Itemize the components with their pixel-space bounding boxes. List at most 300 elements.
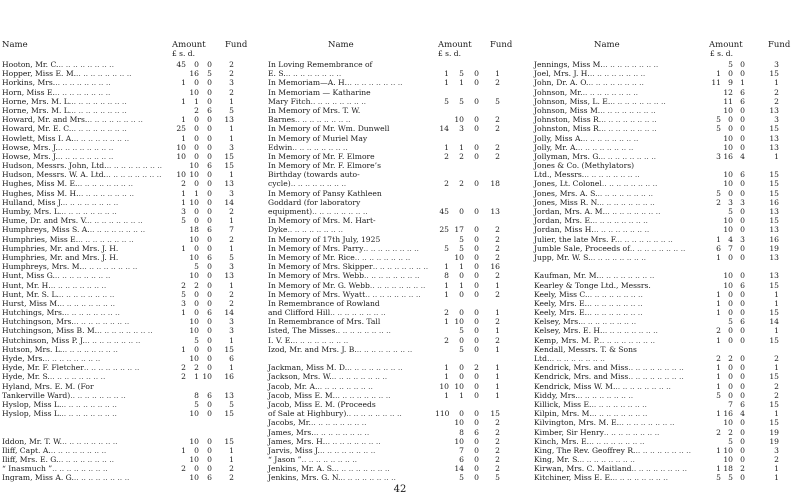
shillings-value: 10 (189, 354, 199, 363)
leader-dots: .. .. .. .. .. .. .. .. (599, 197, 655, 207)
pence-value: 0 (207, 335, 212, 345)
list-item (268, 345, 526, 354)
pounds-value: 1 (181, 197, 186, 207)
list-item (2, 317, 258, 326)
list-item (534, 326, 798, 335)
list-item (534, 308, 798, 317)
pence-value: 0 (474, 308, 479, 318)
fund-value: 16 (769, 197, 779, 207)
shillings-value: 10 (189, 436, 199, 446)
shillings-value: 0 (728, 252, 733, 262)
leader-dots: .. .. .. .. .. .. .. .. (604, 207, 661, 216)
shillings-value: 0 (194, 216, 199, 226)
leader-dots: .. .. .. .. .. .. .. .. (87, 115, 143, 125)
fund-value: 6 (229, 354, 234, 363)
pence-value: 0 (474, 252, 479, 262)
fund-value: 2 (495, 427, 500, 437)
donor-name: Kearley & Tonge Ltd., Messrs. (534, 280, 651, 290)
list-item (534, 271, 798, 280)
pence-value: 6 (207, 308, 212, 318)
pence-value: 6 (740, 170, 745, 180)
donor-name: Johnston, Miss R. .. .. .. .. .. .. .. .. (534, 124, 657, 134)
shillings-value: 5 (728, 60, 733, 69)
donor-name: Julier, the late Mrs. F. .. .. .. .. .. .. .. .. (534, 234, 673, 244)
leader-dots: .. .. .. .. .. .. .. .. (44, 354, 101, 363)
currency-label: £ s. d. (438, 49, 461, 58)
list-item (268, 299, 526, 308)
donor-name: In Remembrance of Rowland (268, 298, 380, 308)
fund-value: 1 (229, 133, 234, 143)
shillings-value: 5 (728, 473, 733, 483)
pence-value: 0 (207, 151, 212, 161)
shillings-value: 5 (194, 335, 199, 345)
fund-value: 2 (495, 252, 500, 262)
donor-name: In Memory of Pansy Kathleen (268, 188, 382, 198)
leader-dots: .. .. .. .. .. .. .. .. (635, 445, 691, 455)
donor-name: Birthday (towards auto- (268, 170, 360, 180)
list-item (268, 60, 526, 69)
fund-value: 19 (769, 427, 779, 437)
leader-dots: .. .. .. .. .. .. .. .. (587, 308, 643, 318)
leader-dots: .. .. .. .. .. .. .. .. (619, 418, 675, 428)
leader-dots: .. .. .. .. .. .. .. .. (105, 170, 162, 180)
pounds-value: 3 (181, 207, 186, 216)
donor-name: Howlett, Miss I. A. .. .. .. .. .. .. .. .. (2, 133, 130, 143)
pounds-value: 1 (716, 409, 721, 419)
shillings-value: 16 (723, 151, 733, 161)
pounds-value: 6 (716, 243, 721, 253)
list-item (534, 336, 798, 345)
fund-value: 19 (769, 243, 779, 253)
fund-value: 15 (769, 399, 779, 409)
pence-value: 0 (207, 234, 212, 244)
shillings-value: 6 (459, 455, 464, 465)
entry-list (2, 60, 258, 483)
list-item (2, 473, 258, 482)
pence-value: 0 (474, 317, 479, 327)
list-item (268, 354, 526, 363)
pounds-value: 110 (435, 409, 450, 419)
fund-value: 16 (769, 234, 779, 244)
list-item (268, 88, 526, 97)
fund-value: 2 (774, 455, 779, 465)
shillings-value: 5 (459, 326, 464, 336)
list-item (268, 437, 526, 446)
pence-value: 6 (740, 87, 745, 97)
column-header (2, 36, 258, 52)
leader-dots: .. .. .. .. .. .. .. .. (61, 207, 117, 216)
shillings-value: 17 (454, 225, 464, 235)
shillings-value: 0 (194, 179, 199, 189)
pence-value: 0 (474, 455, 479, 465)
list-item (534, 198, 798, 207)
leader-dots: .. .. .. .. .. .. .. .. (364, 271, 420, 281)
donor-name: Kimber, Sir Henry .. .. .. .. .. .. .. .. (534, 427, 660, 437)
fund-value: 2 (774, 87, 779, 97)
leader-dots: .. .. .. .. .. .. .. .. (325, 436, 381, 446)
donor-name: Humby, Mrs. L. .. .. .. .. .. .. .. .. (2, 207, 117, 216)
header-amount: Amount (172, 40, 206, 50)
donor-name: Hyslop, Miss L. .. .. .. .. .. .. .. .. (2, 409, 117, 419)
pounds-value: 10 (176, 151, 186, 161)
pounds-value: 2 (181, 280, 186, 290)
leader-dots: .. .. .. .. .. .. .. .. (347, 363, 403, 373)
pounds-value: 1 (444, 289, 449, 299)
pence-value: 0 (207, 60, 212, 69)
pence-value: 0 (474, 418, 479, 428)
donor-name: Kendall, Messrs. T. & Sons (534, 344, 637, 354)
list-item (2, 464, 258, 473)
shillings-value: 0 (459, 409, 464, 419)
pence-value: 0 (474, 262, 479, 272)
pounds-value: 5 (181, 216, 186, 226)
leader-dots: .. .. .. .. .. .. .. .. (602, 326, 658, 336)
donor-name: cycle) .. .. .. .. .. .. .. .. (268, 179, 347, 189)
pounds-value: 1 (716, 308, 721, 318)
leader-dots: .. .. .. .. .. .. .. .. (591, 409, 648, 419)
shillings-value: 0 (459, 289, 464, 299)
list-item (534, 455, 798, 464)
fund-value: 5 (229, 399, 234, 409)
pounds-value: 1 (444, 280, 449, 290)
shillings-value: 10 (454, 381, 464, 391)
fund-value: 1 (774, 464, 779, 474)
list-item (534, 235, 798, 244)
leader-dots: .. .. .. .. .. .. .. .. (78, 188, 135, 198)
list-item (2, 134, 258, 143)
leader-dots: .. .. .. .. .. .. .. .. (597, 188, 654, 198)
fund-value: 1 (229, 216, 234, 226)
fund-value: 3 (229, 317, 234, 327)
pence-value: 0 (740, 115, 745, 125)
shillings-value: 1 (459, 78, 464, 88)
shillings-value: 3 (459, 124, 464, 134)
donor-name: Iddon, Mr. T. W. .. .. .. .. .. .. .. .. (2, 436, 118, 446)
leader-dots: .. .. .. .. .. .. .. .. (631, 464, 687, 474)
donor-name: Humphries, Mr. and Mrs. J. H. (2, 243, 119, 253)
fund-value: 15 (769, 124, 779, 134)
pence-value: 0 (207, 326, 212, 336)
fund-value: 16 (224, 372, 234, 382)
list-item (268, 262, 526, 271)
pence-value: 6 (740, 280, 745, 290)
list-item (2, 437, 258, 446)
pounds-value: 1 (444, 69, 449, 79)
leader-dots: .. .. .. .. .. .. .. .. (61, 409, 117, 419)
donor-name: Kilpin, Mrs. M. .. .. .. .. .. .. .. .. (534, 409, 648, 419)
donor-name: John, Dr. A. O. .. .. .. .. .. .. .. .. (534, 78, 644, 88)
leader-dots: .. .. .. .. .. .. .. .. (549, 354, 605, 363)
donor-name: Jacob, Mr. A. .. .. .. .. .. .. .. .. (268, 381, 373, 391)
fund-value: 1 (495, 344, 500, 354)
leader-dots: .. .. .. .. .. .. .. .. (50, 280, 107, 290)
leader-dots: .. .. .. .. .. .. .. .. (628, 363, 684, 373)
pence-value: 0 (474, 96, 479, 106)
fund-value: 15 (769, 69, 779, 79)
pence-value: 0 (207, 262, 212, 272)
shillings-value: 5 (459, 344, 464, 354)
pence-value: 6 (207, 225, 212, 235)
list-item (534, 363, 798, 372)
shillings-value: 10 (189, 455, 199, 465)
donor-name: Goddard (for laboratory (268, 197, 361, 207)
list-item (534, 134, 798, 143)
fund-value: 1 (229, 280, 234, 290)
list-item (2, 69, 258, 78)
leader-dots: .. .. .. .. .. .. .. .. (317, 381, 373, 391)
list-item (534, 170, 798, 179)
list-item (268, 152, 526, 161)
header-name: Name (2, 40, 28, 50)
pence-value: 0 (207, 354, 212, 363)
list-item (2, 88, 258, 97)
list-item (2, 60, 258, 69)
pounds-value: 45 (176, 60, 186, 69)
pence-value: 0 (474, 142, 479, 152)
pence-value: 6 (740, 96, 745, 106)
pence-value: 0 (740, 390, 745, 400)
shillings-value: 5 (194, 262, 199, 272)
donor-name: Killick, Miss E. .. .. .. .. .. .. .. .. (534, 399, 647, 409)
pence-value: 0 (474, 243, 479, 253)
donor-name: In Memory of 17th July, 1925 (268, 234, 381, 244)
list-item (534, 115, 798, 124)
header-fund: Fund (490, 40, 513, 50)
leader-dots: .. .. .. .. .. .. .. .. (106, 161, 163, 171)
list-item (268, 464, 526, 473)
column-header (268, 36, 526, 52)
donor-name: In Memoriam — Katharine (268, 87, 371, 97)
donor-name: Jacob, Miss E. M. .. .. .. .. .. .. .. .. (268, 390, 391, 400)
leader-dots: .. .. .. .. .. .. .. .. (600, 151, 657, 161)
list-item (268, 207, 526, 216)
fund-value: 1 (774, 151, 779, 161)
pence-value: 0 (740, 427, 745, 437)
donor-name: Johnson, Miss, L. E. .. .. .. .. .. .. .. .. (534, 96, 666, 106)
shillings-value: 10 (189, 326, 199, 336)
pence-value: 0 (207, 243, 212, 253)
donor-name: Kemp, Mrs. M. P. .. .. .. .. .. .. .. .. (534, 335, 656, 345)
leader-dots: .. .. .. .. .. .. .. .. (61, 399, 117, 409)
leader-dots: .. .. .. .. .. .. .. .. (81, 262, 138, 272)
leader-dots: .. .. .. .. .. .. .. .. (369, 280, 426, 290)
pence-value: 0 (207, 207, 212, 216)
donor-name: Johnson, Mr. .. .. .. .. .. .. .. .. (534, 87, 639, 97)
shillings-value: 10 (189, 473, 199, 483)
pence-value: 0 (207, 317, 212, 327)
donor-name: Johnson, Miss M. .. .. .. .. .. .. .. .. (534, 105, 656, 115)
pounds-value: 1 (716, 335, 721, 345)
donor-name: Howse, Mrs. J. .. .. .. .. .. .. .. .. (2, 151, 114, 161)
list-item (2, 428, 258, 437)
list-item (268, 455, 526, 464)
leader-dots: .. .. .. .. .. .. .. .. (62, 344, 118, 354)
list-item (2, 189, 258, 198)
list-item (268, 106, 526, 115)
donor-name: King, Mr. S. .. .. .. .. .. .. .. .. (534, 455, 635, 465)
leader-dots: .. .. .. .. .. .. .. .. (579, 455, 635, 465)
list-item (2, 207, 258, 216)
pence-value: 0 (474, 464, 479, 474)
fund-value: 13 (769, 105, 779, 115)
pounds-value: 45 (439, 207, 449, 216)
list-item (2, 455, 258, 464)
fund-value: 2 (495, 445, 500, 455)
fund-value: 2 (495, 289, 500, 299)
list-item (268, 124, 526, 133)
pence-value: 0 (207, 133, 212, 143)
pounds-value: 1 (181, 78, 186, 88)
leader-dots: .. .. .. .. .. .. .. .. (372, 262, 429, 272)
list-item (2, 326, 258, 335)
pence-value: 0 (740, 188, 745, 198)
header-fund: Fund (768, 40, 791, 50)
pence-value: 0 (740, 363, 745, 373)
pounds-value: 1 (716, 464, 721, 474)
pence-value: 10 (202, 372, 212, 382)
fund-value: 1 (495, 308, 500, 318)
fund-value: 7 (229, 225, 234, 235)
shillings-value: 0 (194, 60, 199, 69)
leader-dots: .. .. .. .. .. .. .. .. (78, 234, 134, 244)
pounds-value: 1 (444, 363, 449, 373)
donor-name: In Memoriam—A. H. .. .. .. .. .. .. .. .. (268, 78, 403, 88)
pounds-value: 1 (181, 445, 186, 455)
list-item (534, 446, 798, 455)
leader-dots: .. .. .. .. .. .. .. .. (629, 243, 686, 253)
shillings-value: 0 (728, 390, 733, 400)
fund-value: 3 (229, 262, 234, 272)
leader-dots: .. .. .. .. .. .. .. .. (313, 427, 370, 437)
fund-value: 3 (774, 445, 779, 455)
leader-dots: .. .. .. .. .. .. .. .. (49, 372, 106, 382)
shillings-value: 0 (194, 298, 199, 308)
leader-dots: .. .. .. .. .. .. .. .. (603, 427, 660, 437)
donor-name: Howard, Mr. E. C. .. .. .. .. .. .. .. .. (2, 124, 127, 134)
list-item (534, 354, 798, 363)
donor-name: Kitchiner, Miss E. E. .. .. .. .. .. .. .. .. (534, 473, 669, 483)
leader-dots: .. .. .. .. .. .. .. .. (83, 363, 140, 373)
fund-value: 15 (490, 409, 500, 419)
shillings-value: 7 (728, 243, 733, 253)
donor-name: Keely, Mrs. E. .. .. .. .. .. .. .. .. (534, 298, 643, 308)
pence-value: 4 (740, 151, 745, 161)
list-item (2, 161, 258, 170)
pounds-value: 1 (181, 133, 186, 143)
list-item (534, 317, 798, 326)
pence-value: 0 (474, 390, 479, 400)
list-item (534, 143, 798, 152)
leader-dots: .. .. .. .. .. .. .. .. (356, 344, 413, 354)
fund-value: 15 (769, 308, 779, 318)
shillings-value: 10 (723, 179, 733, 189)
pence-value: 6 (207, 390, 212, 400)
fund-value: 15 (769, 372, 779, 382)
list-item (268, 271, 526, 280)
pounds-value: 3 (716, 151, 721, 161)
pence-value: 0 (740, 69, 745, 79)
header-name: Name (328, 40, 354, 50)
leader-dots: .. .. .. .. .. .. .. .. (601, 179, 658, 189)
donor-name: I. V. E. .. .. .. .. .. .. .. .. (268, 335, 349, 345)
donor-name: Jarvis, Miss J. .. .. .. .. .. .. .. .. (268, 445, 376, 455)
leader-dots: .. .. .. .. .. .. .. .. (601, 115, 657, 125)
donor-name: Jones & Co. (Methylators) (534, 161, 635, 171)
donor-name: Jackson, Mrs. W. .. .. .. .. .. .. .. .. (268, 372, 388, 382)
leader-dots: .. .. .. .. .. .. .. .. (587, 289, 643, 299)
fund-value: 13 (769, 133, 779, 143)
leader-dots: .. .. .. .. .. .. .. .. (602, 60, 659, 69)
fund-value: 2 (495, 455, 500, 465)
donor-name: Jordan, Mrs. A. M. .. .. .. .. .. .. .. .. (534, 207, 661, 216)
leader-dots: .. .. .. .. .. .. .. .. (292, 335, 349, 345)
donor-name: Hyslop, Miss L. .. .. .. .. .. .. .. .. (2, 399, 117, 409)
shillings-value: 5 (459, 69, 464, 79)
donor-name: Horn, Miss E. .. .. .. .. .. .. .. .. (2, 87, 111, 97)
fund-value: 1 (774, 473, 779, 483)
fund-value: 3 (774, 115, 779, 125)
list-item (2, 253, 258, 262)
list-item (268, 363, 526, 372)
header-amount: Amount (709, 40, 743, 50)
pounds-value: 1 (716, 381, 721, 391)
pounds-value: 1 (181, 188, 186, 198)
shillings-value: 0 (194, 289, 199, 299)
fund-value: 15 (769, 335, 779, 345)
pounds-value: 1 (716, 445, 721, 455)
pounds-value: 1 (181, 115, 186, 125)
shillings-value: 0 (459, 207, 464, 216)
donor-name: In Loving Remembrance of (268, 60, 373, 69)
list-item (2, 391, 258, 400)
currency-header (534, 49, 798, 60)
pence-value: 0 (740, 308, 745, 318)
list-item (2, 244, 258, 253)
shillings-value: 10 (454, 115, 464, 125)
pence-value: 0 (740, 216, 745, 226)
shillings-value: 0 (194, 133, 199, 143)
shillings-value: 10 (189, 271, 199, 281)
list-item (268, 143, 526, 152)
donor-name: Jones, Lt. Colonel .. .. .. .. .. .. .. .. (534, 179, 658, 189)
fund-value: 14 (224, 308, 234, 318)
pence-value: 0 (740, 354, 745, 363)
list-item (534, 437, 798, 446)
leader-dots: .. .. .. .. .. .. .. .. (59, 298, 116, 308)
donor-name: Horne, Mrs. M. L. .. .. .. .. .. .. .. .. (2, 105, 127, 115)
leader-dots: .. .. .. .. .. .. .. .. (73, 317, 130, 327)
leader-dots: .. .. .. .. .. .. .. .. (301, 455, 358, 465)
shillings-value: 0 (728, 372, 733, 382)
pence-value: 2 (740, 464, 745, 474)
fund-value: 2 (229, 473, 234, 483)
fund-value: 13 (224, 115, 234, 125)
pounds-value: 5 (181, 289, 186, 299)
leader-dots: .. .. .. .. .. .. .. .. (598, 271, 655, 281)
shillings-value: 1 (194, 372, 199, 382)
leader-dots: .. .. .. .. .. .. .. .. (292, 142, 348, 152)
shillings-value: 7 (728, 399, 733, 409)
shillings-value: 11 (723, 96, 733, 106)
list-item (534, 189, 798, 198)
shillings-value: 0 (194, 464, 199, 474)
list-item (2, 179, 258, 188)
pounds-value: 1 (444, 317, 449, 327)
shillings-value: 8 (459, 427, 464, 437)
fund-value: 1 (774, 298, 779, 308)
shillings-value: 0 (459, 271, 464, 281)
list-item (534, 262, 798, 271)
